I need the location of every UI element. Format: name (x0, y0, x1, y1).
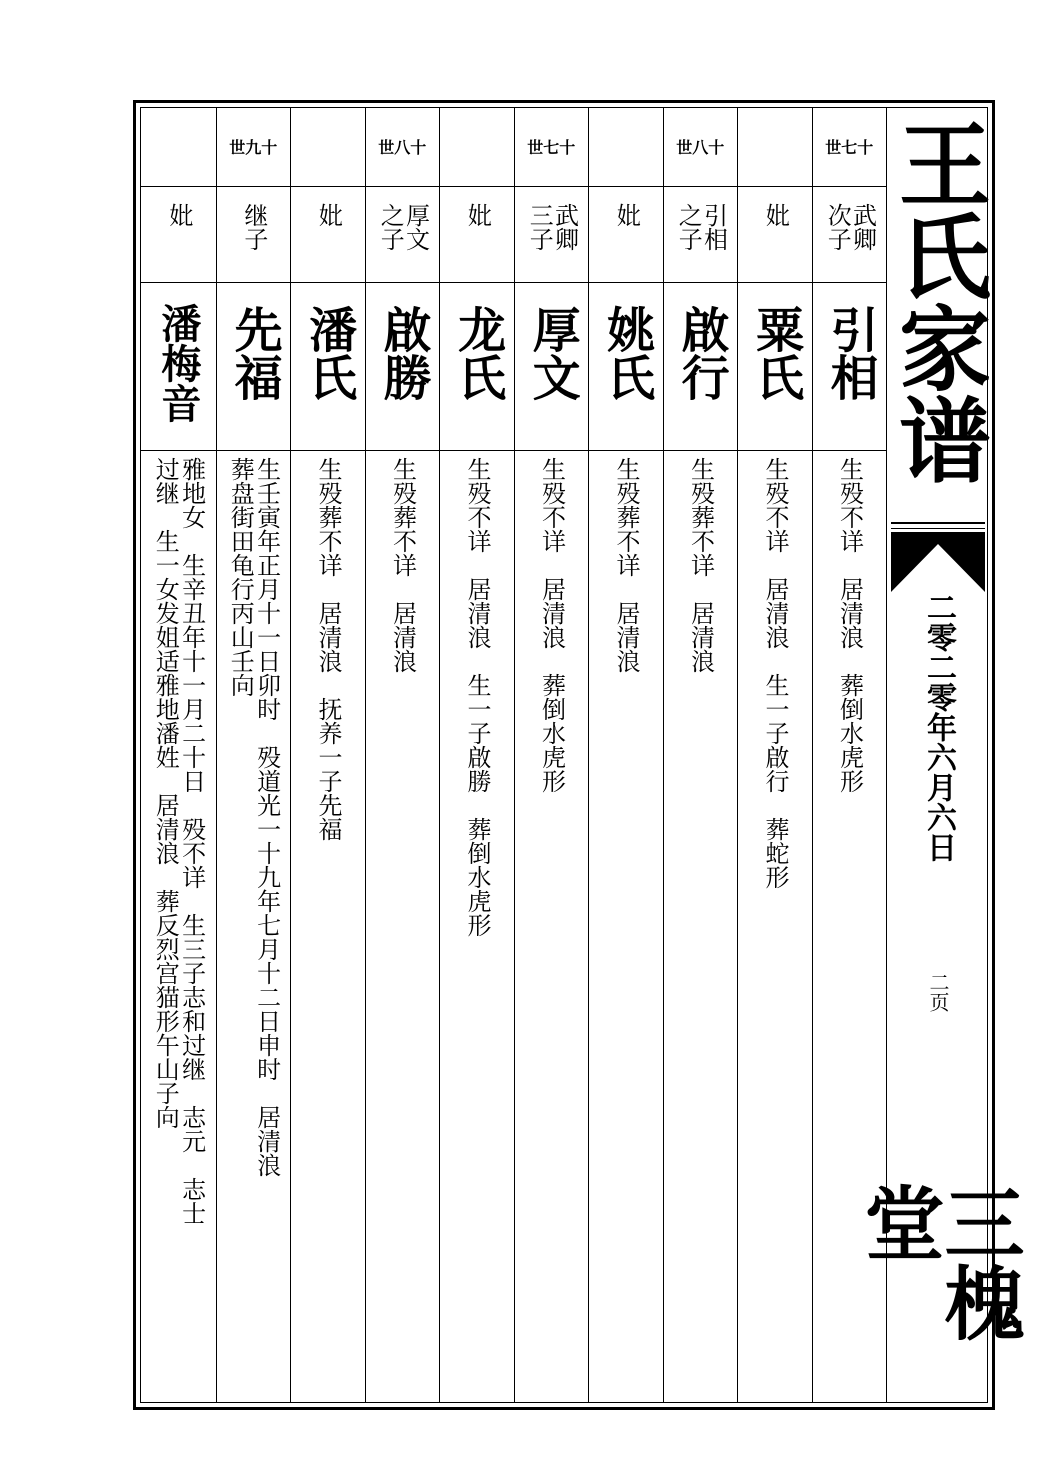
generation-label: 世七十 (813, 107, 887, 187)
relation-label: 妣 (589, 187, 663, 283)
person-biography: 生殁不详 居清浪 葬倒水虎形 (835, 457, 864, 793)
person-biography: 生壬寅年正月十一日卯时 殁道光一十九年七月十二日申时 居清浪 葬盘街田龟行丙山壬向 (226, 457, 281, 1177)
title-rule (891, 522, 985, 524)
title-rule-thin (891, 528, 985, 529)
relation-label: 妣 (291, 187, 365, 283)
genealogy-columns (141, 107, 886, 1403)
chevron-ornament-icon (891, 532, 985, 592)
generation-label: 世八十 (366, 107, 440, 187)
person-name: 潘氏 (291, 283, 365, 451)
entry-column (439, 107, 514, 1403)
generation-label (589, 107, 663, 187)
entry-column (663, 107, 738, 1403)
entry-column (514, 107, 589, 1403)
entry-column (588, 107, 663, 1403)
relation-label: 妣 (738, 187, 812, 283)
title-panel (851, 107, 1025, 1403)
person-biography: 雅地女 生辛丑年十一月二十日 殁不详 生三子志和过继 志元 志士 过继 生一女发姐适雅地潘姓 居清浪 葬反烈宫猫形午山子向 (151, 457, 206, 1225)
generation-label (440, 107, 514, 187)
generation-label (141, 107, 216, 187)
person-biography: 生殁葬不详 居清浪 抚养一子先福 (313, 457, 342, 841)
person-biography: 生殁葬不详 居清浪 (686, 457, 715, 673)
person-name: 啟勝 (366, 283, 440, 451)
person-name: 潘梅音 (141, 283, 216, 451)
person-name: 姚氏 (589, 283, 663, 451)
entry-column (737, 107, 812, 1403)
person-biography: 生殁不详 居清浪 葬倒水虎形 (537, 457, 566, 793)
publication-date: 二零二零年六月六日 (921, 592, 956, 862)
relation-label: 武卿 三子 (515, 187, 589, 283)
entry-column (812, 107, 887, 1403)
person-biography: 生殁葬不详 居清浪 (611, 457, 640, 673)
entry-column (141, 107, 216, 1403)
person-name: 厚文 (515, 283, 589, 451)
generation-label (738, 107, 812, 187)
entry-column (290, 107, 365, 1403)
page-number: 二页 (926, 972, 950, 1012)
generation-label: 世九十 (217, 107, 291, 187)
relation-label: 厚文 之子 (366, 187, 440, 283)
person-biography: 生殁不详 居清浪 生一子啟行 葬蛇形 (760, 457, 789, 889)
relation-label: 武卿 次子 (813, 187, 887, 283)
generation-label (291, 107, 365, 187)
person-name: 引相 (813, 283, 887, 451)
entry-column (365, 107, 440, 1403)
entry-column (216, 107, 291, 1403)
relation-label: 妣 (141, 187, 216, 283)
genealogy-title: 王氏家谱 (884, 117, 992, 485)
person-biography: 生殁葬不详 居清浪 (388, 457, 417, 673)
person-biography: 生殁不详 居清浪 生一子啟勝 葬倒水虎形 (462, 457, 491, 937)
relation-label: 继子 (217, 187, 291, 283)
generation-label: 世八十 (664, 107, 738, 187)
generation-label: 世七十 (515, 107, 589, 187)
person-name: 先福 (217, 283, 291, 451)
hall-name: 三槐堂 (851, 1182, 1025, 1342)
relation-label: 妣 (440, 187, 514, 283)
person-name: 啟行 (664, 283, 738, 451)
person-name: 粟氏 (738, 283, 812, 451)
person-name: 龙氏 (440, 283, 514, 451)
relation-label: 引相 之子 (664, 187, 738, 283)
